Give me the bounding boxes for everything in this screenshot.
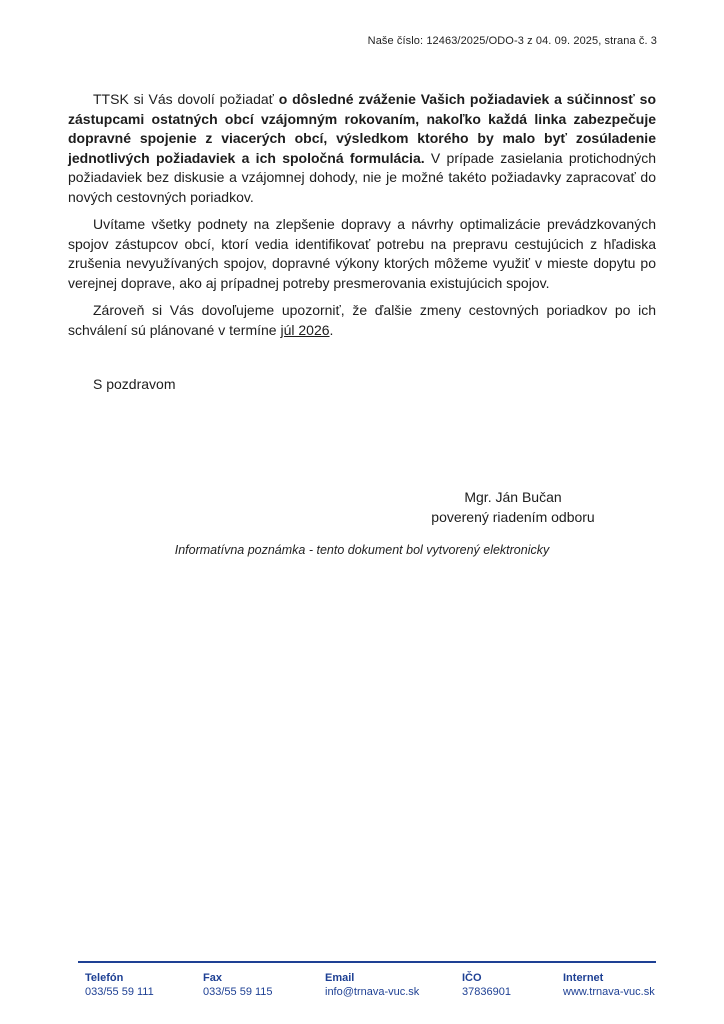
footer-col-phone: [85, 971, 203, 999]
paragraph-notice: [68, 301, 656, 340]
paragraph-request-lead: TTSK si Vás dovolí požiadať: [93, 91, 279, 107]
signature-block: [383, 487, 643, 527]
electronic-document-note: Informatívna poznámka - tento dokument bol vytvorený elektronicky: [174, 542, 550, 557]
letter-body: [68, 90, 656, 557]
signatory-name: Mgr. Ján Bučan: [464, 488, 562, 505]
footer-ico-value: 37836901: [462, 986, 511, 998]
signatory-title: poverený riadením odboru: [431, 508, 595, 525]
closing-salutation: S pozdravom: [93, 376, 176, 392]
paragraph-request-tail: V prípade zasielania protichodných požiadaviek bez diskusie a vzájomnej dohody, nie je možné takéto požiadavky zapracovať do nových cestovných poriadkov.: [68, 149, 657, 205]
footer-col-internet: [563, 971, 656, 999]
footer-col-ico: [462, 971, 563, 999]
paragraph-request: [68, 90, 656, 207]
footer-columns: [78, 971, 656, 999]
footer-internet-value: www.trnava-vuc.sk: [563, 986, 655, 998]
footer-phone-value: 033/55 59 111: [85, 986, 154, 998]
paragraph-suggestions: Uvítame všetky podnety na zlepšenie dopravy a návrhy optimalizácie prevádzkovaných spojov zástupcov obcí, ktorí vedia identifikovať potrebu na prepravu cestujúcich z hľadiska zrušenia nevyužívaných spojov, dopravné výkony ktorých môžeme využiť v mieste dopytu po verejnej doprave, ako aj prípadnej potreby presmerovania existujúcich spojov.: [68, 216, 656, 291]
footer-fax-label: Fax: [203, 972, 222, 984]
footer-phone-label: Telefón: [85, 972, 124, 984]
paragraph-notice-tail: .: [329, 321, 334, 338]
paragraph-notice-date-underlined: júl 2026: [280, 321, 330, 338]
footer-email-value: info@trnava-vuc.sk: [325, 986, 420, 998]
footer-email-label: Email: [325, 972, 355, 984]
footer-ico-label: IČO: [462, 972, 482, 984]
reference-number-line: Naše číslo: 12463/2025/ODO-3 z 04. 09. 2025, strana č. 3: [367, 35, 657, 47]
footer-fax-value: 033/55 59 115: [203, 986, 273, 998]
footer-col-email: [325, 971, 462, 999]
paragraph-request-bold: o dôsledné zváženie Vašich požiadaviek a súčinnosť so zástupcami ostatných obcí vzájomným rokovaním, nakoľko každá linka zabezpečuje dopravné spojenie z viacerých obcí, výsledkom ktorého by malo byť zosúladenie jednotlivých požiadaviek a ich spoločná formulácia.: [68, 91, 656, 166]
paragraph-notice-lead: Zároveň si Vás dovoľujeme upozorniť, že ďalšie zmeny cestovných poriadkov po ich schválení sú plánované v termíne: [68, 302, 656, 338]
footer-col-fax: [203, 971, 325, 999]
footer-internet-label: Internet: [563, 972, 604, 984]
letterhead-footer: [78, 961, 656, 999]
